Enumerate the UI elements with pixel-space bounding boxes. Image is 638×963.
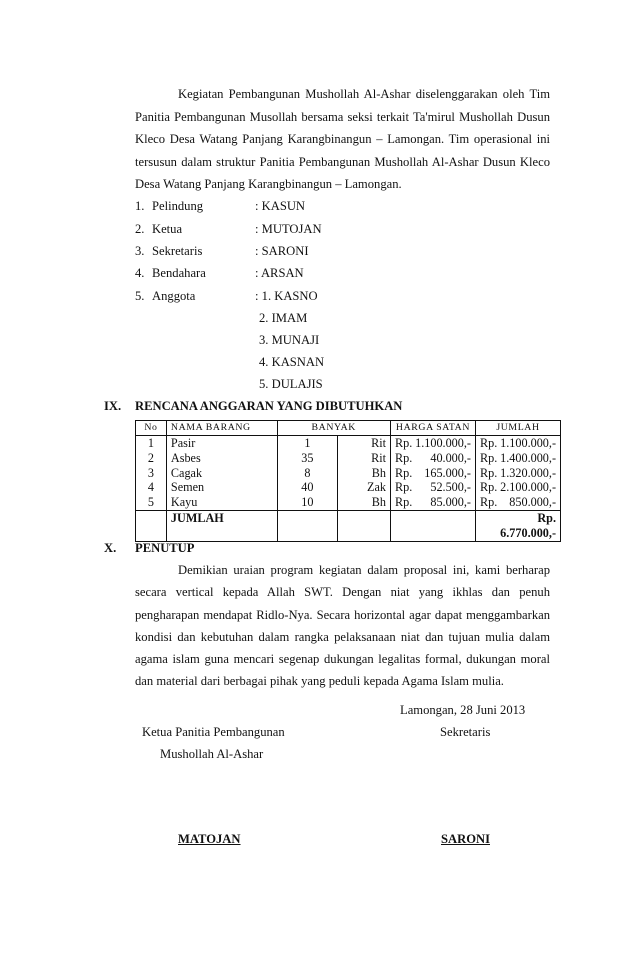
row-jumlah-rp: Rp. bbox=[479, 465, 498, 480]
struktur-name-4: : ARSAN bbox=[255, 266, 304, 280]
row-unit: Rit bbox=[338, 436, 391, 451]
row-qty: 40 bbox=[277, 480, 338, 495]
row-harga-rp: Rp. bbox=[395, 480, 413, 495]
row-qty: 10 bbox=[277, 495, 338, 510]
header-jumlah: JUMLAH bbox=[475, 421, 560, 436]
header-nama-barang: NAMA BARANG bbox=[166, 421, 277, 436]
row-jumlah-value: 2.100.000,- bbox=[500, 480, 556, 495]
row-no: 1 bbox=[136, 436, 167, 451]
row-harga-rp: Rp. bbox=[395, 436, 413, 450]
row-harga-value: 85.000,- bbox=[430, 495, 471, 510]
row-jumlah-rp: Rp. bbox=[479, 495, 498, 510]
row-nama: Pasir bbox=[166, 436, 277, 451]
table-header-row bbox=[136, 421, 561, 436]
intro-line-4: tersusun dalam struktur Panitia Pembangunan Mushollah Al-Ashar Dusun Kleco bbox=[135, 155, 550, 169]
ketua-title-line-2: Mushollah Al-Ashar bbox=[160, 747, 264, 761]
row-jumlah-rp: Rp. bbox=[479, 436, 498, 450]
budget-table bbox=[135, 420, 561, 542]
struktur-num-4: 4. bbox=[135, 266, 145, 280]
section-x-title: PENUTUP bbox=[135, 541, 195, 555]
struktur-num-3: 3. bbox=[135, 244, 145, 258]
struktur-num-2: 2. bbox=[135, 222, 145, 236]
row-jumlah-rp: Rp. bbox=[479, 480, 498, 495]
penutup-line-1: Demikian uraian program kegiatan dalam proposal ini, kami berharap bbox=[178, 563, 550, 577]
anggota-2: 2. IMAM bbox=[259, 311, 308, 325]
intro-line-2: Panitia Pembangunan Musollah bersama seksi terkait Ta'mirul Mushollah Dusun bbox=[135, 110, 550, 124]
ketua-title: Ketua Panitia Pembangunan bbox=[142, 725, 285, 739]
anggota-4: 4. KASNAN bbox=[259, 355, 325, 369]
row-nama: Asbes bbox=[166, 451, 277, 466]
row-jumlah bbox=[475, 480, 560, 495]
row-harga-rp: Rp. bbox=[395, 465, 413, 480]
total-empty-qty bbox=[277, 510, 338, 541]
row-harga-rp: Rp. bbox=[395, 450, 413, 465]
header-banyak: BANYAK bbox=[277, 421, 390, 436]
penutup-line-2: secara vertical kepada Allah SWT. Dengan niat yang ikhlas dan penuh bbox=[135, 585, 550, 599]
row-jumlah bbox=[475, 451, 560, 466]
row-harga-value: 52.500,- bbox=[430, 480, 471, 495]
row-jumlah bbox=[475, 495, 560, 510]
sekretaris-title: Sekretaris bbox=[440, 725, 491, 739]
row-unit: Zak bbox=[338, 480, 391, 495]
struktur-name-1: : KASUN bbox=[255, 199, 306, 213]
table-row bbox=[136, 451, 561, 466]
place-date: Lamongan, 28 Juni 2013 bbox=[400, 703, 526, 717]
penutup-line-5: agama islam guna mencari segenap dukungan legalitas formal, dukungan moral bbox=[135, 652, 550, 666]
struktur-name-2: : MUTOJAN bbox=[255, 222, 322, 236]
row-unit: Rit bbox=[338, 451, 391, 466]
intro-line-1: Kegiatan Pembangunan Mushollah Al-Ashar diselenggarakan oleh Tim bbox=[178, 87, 550, 101]
total-label: JUMLAH bbox=[166, 510, 277, 541]
row-harga-value: 40.000,- bbox=[430, 450, 471, 465]
row-no: 3 bbox=[136, 466, 167, 481]
row-jumlah-value: 850.000,- bbox=[509, 495, 556, 510]
header-no: No bbox=[136, 421, 167, 436]
intro-line-5: Desa Watang Panjang Karangbinangun – Lamongan. bbox=[135, 177, 402, 191]
total-empty-unit bbox=[338, 510, 391, 541]
section-ix-title: RENCANA ANGGARAN YANG DIBUTUHKAN bbox=[135, 399, 403, 413]
total-value: Rp. 6.770.000,- bbox=[475, 510, 560, 541]
row-unit: Bh bbox=[338, 495, 391, 510]
row-harga-value: 1.100.000,- bbox=[415, 436, 471, 450]
row-nama: Cagak bbox=[166, 466, 277, 481]
struktur-num-5: 5. bbox=[135, 289, 145, 303]
row-harga bbox=[391, 451, 476, 466]
anggota-3: 3. MUNAJI bbox=[259, 333, 320, 347]
row-harga-value: 165.000,- bbox=[424, 465, 471, 480]
intro-line-3: Kleco Desa Watang Panjang Karangbinangun – Lamongan. Tim operasional ini bbox=[135, 132, 550, 146]
struktur-name-5: : 1. KASNO bbox=[255, 289, 318, 303]
struktur-role-5: Anggota bbox=[152, 289, 196, 303]
row-harga bbox=[391, 495, 476, 510]
penutup-line-4: kondisi dan kebutuhan dalam rangka pelaksanaan niat dan tujuan mulia dalam bbox=[135, 630, 550, 644]
total-empty-harga bbox=[391, 510, 476, 541]
row-harga bbox=[391, 480, 476, 495]
row-jumlah bbox=[475, 436, 560, 451]
table-row bbox=[136, 466, 561, 481]
row-harga bbox=[391, 436, 476, 451]
table-row bbox=[136, 436, 561, 451]
section-ix-number: IX. bbox=[104, 399, 122, 413]
row-qty: 1 bbox=[277, 436, 338, 451]
sekretaris-name: SARONI bbox=[441, 832, 490, 846]
row-harga-rp: Rp. bbox=[395, 495, 413, 510]
penutup-line-6: dan material dari berbagai pihak yang peduli kepada Agama Islam mulia. bbox=[135, 674, 504, 688]
row-no: 5 bbox=[136, 495, 167, 510]
row-nama: Semen bbox=[166, 480, 277, 495]
total-empty-no bbox=[136, 510, 167, 541]
penutup-line-3: pengharapan mendapat Ridlo-Nya. Secara horizontal agar dapat menggambarkan bbox=[135, 608, 550, 622]
struktur-role-1: Pelindung bbox=[152, 199, 204, 213]
row-jumlah-rp: Rp. bbox=[479, 450, 498, 465]
row-nama: Kayu bbox=[166, 495, 277, 510]
ketua-name: MATOJAN bbox=[178, 832, 241, 846]
table-row bbox=[136, 495, 561, 510]
anggota-5: 5. DULAJIS bbox=[259, 377, 323, 391]
row-qty: 8 bbox=[277, 466, 338, 481]
table-total-row bbox=[136, 510, 561, 541]
struktur-role-4: Bendahara bbox=[152, 266, 206, 280]
header-harga-satan: HARGA SATAN bbox=[391, 421, 476, 436]
struktur-role-2: Ketua bbox=[152, 222, 183, 236]
row-jumlah-value: 1.400.000,- bbox=[500, 450, 556, 465]
row-jumlah bbox=[475, 466, 560, 481]
row-no: 2 bbox=[136, 451, 167, 466]
section-x-number: X. bbox=[104, 541, 117, 555]
table-row bbox=[136, 480, 561, 495]
row-jumlah-value: 1.320.000,- bbox=[500, 465, 556, 480]
struktur-role-3: Sekretaris bbox=[152, 244, 203, 258]
row-qty: 35 bbox=[277, 451, 338, 466]
row-unit: Bh bbox=[338, 466, 391, 481]
row-no: 4 bbox=[136, 480, 167, 495]
struktur-num-1: 1. bbox=[135, 199, 145, 213]
struktur-name-3: : SARONI bbox=[255, 244, 309, 258]
row-harga bbox=[391, 466, 476, 481]
row-jumlah-value: 1.100.000,- bbox=[500, 436, 556, 450]
